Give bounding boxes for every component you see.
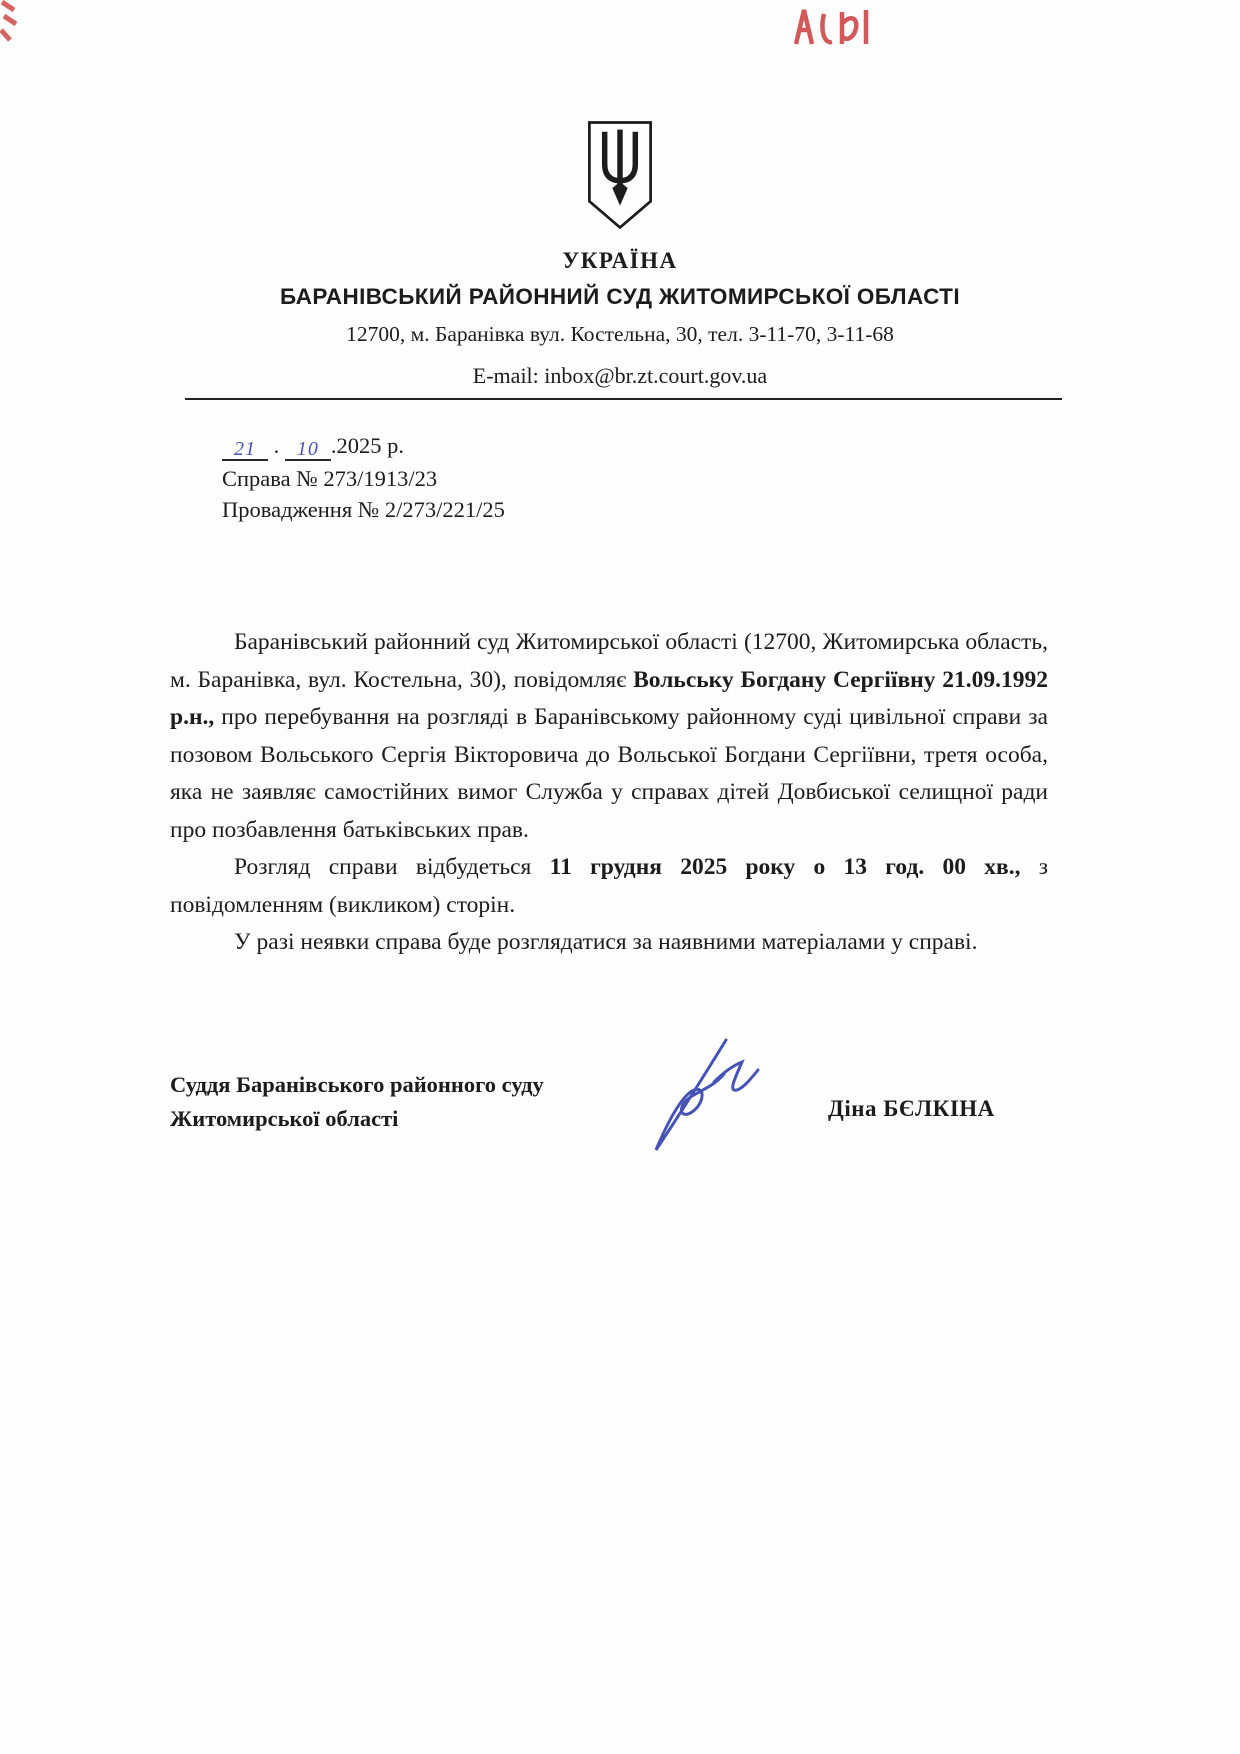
header-divider xyxy=(185,398,1062,400)
signature-role-line2: Житомирської області xyxy=(170,1106,399,1131)
letterhead xyxy=(0,118,1240,389)
signature-role xyxy=(170,1068,544,1136)
judge-signature-ink xyxy=(618,1032,788,1158)
p2-text-continued: з повідомленням (викликом) сторін. xyxy=(170,854,1049,918)
date-line xyxy=(222,430,505,461)
court-name: БАРАНІВСЬКИЙ РАЙОННИЙ СУД ЖИТОМИРСЬКОЇ ОБЛАСТІ xyxy=(280,284,960,309)
signature-role-line1: Суддя Баранівського районного суду xyxy=(170,1072,544,1097)
judge-name: Діна БЄЛКІНА xyxy=(828,1096,995,1121)
case-number: Справа № 273/1913/23 xyxy=(222,466,438,491)
date-year: .2025 р. xyxy=(330,433,404,458)
letter-body xyxy=(170,624,1048,962)
scan-artifact-red-top-right xyxy=(790,4,876,50)
p1-text: Баранівський районний суд Житомирської області (12700, Житомирська область, м. Баранівка, вул. Костельна, 30), повідомляє xyxy=(170,629,1048,693)
p1-recipient-bold: Вольську Богдану Сергіївну 21.09.1992 р.н., xyxy=(170,666,1048,730)
p1-text-continued: про перебування на розгляді в Баранівському районному суді цивільної справи за позовом Вольського Сергія Вікторовича до Вольської Богдани Сергіївни, третя особа, яка не заявляє самостійних вимог Служба у справах дітей Довбиської селищної ради про позбавлення батьківських прав. xyxy=(170,704,1048,843)
paragraph-notification xyxy=(170,624,1048,849)
paragraph-hearing-date xyxy=(170,849,1048,924)
handwritten-month: 10 xyxy=(296,438,319,460)
scan-artifact-red-top-left xyxy=(0,0,40,46)
court-email: E-mail: inbox@br.zt.court.gov.ua xyxy=(472,363,768,388)
court-address: 12700, м. Баранівка вул. Костельна, 30, тел. 3-11-70, 3-11-68 xyxy=(346,322,894,346)
handwritten-month-slot xyxy=(285,438,331,461)
p2-datetime-bold: 11 грудня 2025 року о 13 год. 00 хв., xyxy=(549,854,1021,880)
country-title: УКРАЇНА xyxy=(562,248,678,273)
proceeding-number: Провадження № 2/273/221/25 xyxy=(222,497,505,522)
coat-of-arms-icon xyxy=(585,118,655,232)
letter-meta xyxy=(222,430,505,525)
handwritten-day-slot xyxy=(222,438,268,461)
paragraph-absence-note: У разі неявки справа буде розглядатися за наявними матеріалами у справі. xyxy=(234,929,978,955)
date-separator: . xyxy=(268,433,285,458)
handwritten-day: 21 xyxy=(234,438,256,460)
p2-text: Розгляд справи відбудеться xyxy=(234,854,550,880)
